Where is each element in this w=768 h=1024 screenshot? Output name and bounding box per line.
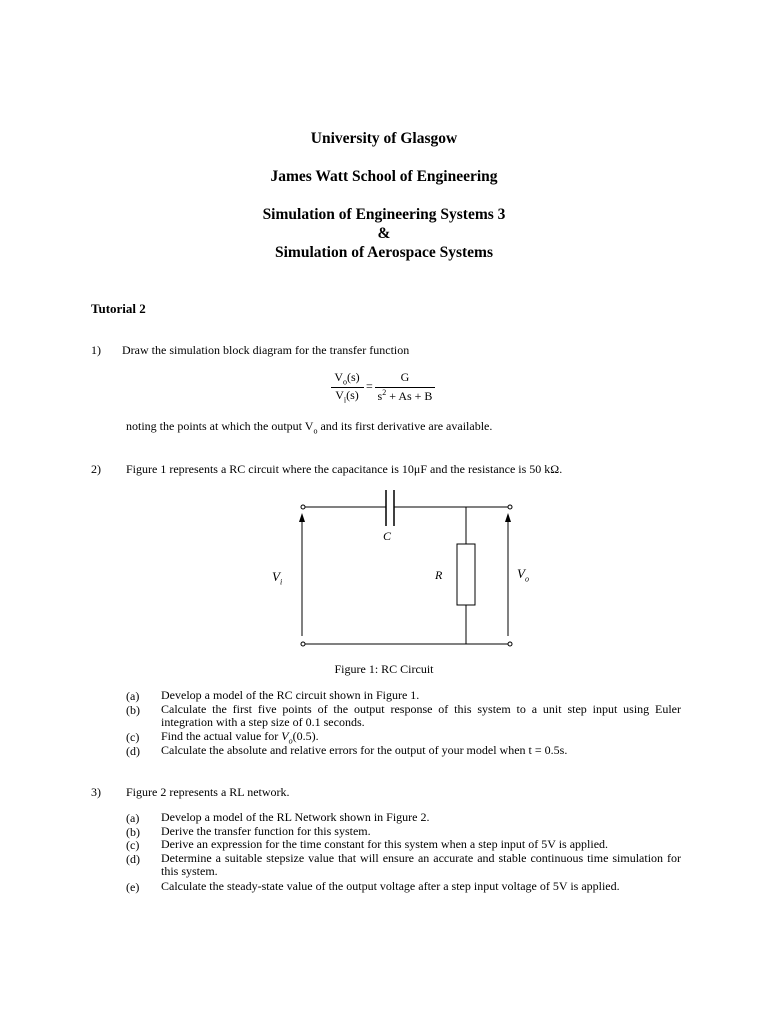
q3-part-e-text: Calculate the steady-state value of the output voltage after a step input voltage of 5V is applied. — [161, 879, 620, 893]
q2-part-c-label: (c) — [126, 730, 140, 744]
q2-number: 2) — [91, 462, 101, 476]
figure1-caption: Figure 1: RC Circuit — [334, 662, 434, 676]
terminal-bottom-right — [508, 642, 512, 646]
q3-part-a-label: (a) — [126, 811, 140, 825]
tutorial-title: Tutorial 2 — [91, 301, 146, 316]
q3-part-a-text: Develop a model of the RL Network shown in Figure 2. — [161, 810, 430, 824]
q2-part-a-text: Develop a model of the RC circuit shown in Figure 1. — [161, 688, 420, 702]
q2-text: Figure 1 represents a RC circuit where the capacitance is 10μF and the resistance is 50 kΩ. — [126, 462, 563, 476]
label-resistor: R — [435, 568, 443, 582]
terminal-top-left — [301, 505, 305, 509]
course-title-2: Simulation of Aerospace Systems — [274, 244, 493, 261]
eq-equals: = — [366, 379, 373, 393]
q3-part-c-label: (c) — [126, 838, 140, 852]
course-ampersand: & — [377, 225, 391, 242]
vi-arrow-head — [299, 513, 305, 522]
q1-text: Draw the simulation block diagram for the transfer function — [122, 343, 410, 357]
q3-number: 3) — [91, 785, 101, 799]
q3-part-d-text: Determine a suitable stepsize value that will ensure an accurate and stable continuous time simulation for this system. — [161, 851, 681, 878]
eq-lhs-numerator: $V_o(s)$ — [334, 370, 360, 387]
eq-rhs-denominator: $s^2 + As + B$ — [377, 388, 433, 403]
q3-text: Figure 2 represents a RL network. — [126, 785, 290, 799]
q2-part-d-label: (d) — [126, 744, 140, 758]
eq-lhs-denominator: $V_i(s)$ — [335, 388, 359, 405]
q2-part-b-text: Calculate the first five points of the output response of this system to a unit step input using Euler integration with a step size of 0.1 seconds. — [161, 702, 681, 729]
q2-part-c-text: Find the actual value for $V_o(0.5)$. — [161, 729, 319, 746]
q2-part-a-label: (a) — [126, 689, 140, 703]
label-capacitor: C — [383, 529, 392, 543]
vo-arrow-head — [505, 513, 511, 522]
school-title: James Watt School of Engineering — [270, 168, 498, 185]
label-vo: $V_o$ — [517, 566, 529, 584]
q3-part-b-label: (b) — [126, 825, 140, 839]
resistor-body — [457, 544, 475, 605]
q3-part-c-text: Derive an expression for the time constant for this system when a step input of 5V is applied. — [161, 837, 609, 851]
eq-rhs-numerator: G — [400, 370, 410, 384]
q1-note: noting the points at which the output $V_o$ and its first derivative are available. — [126, 419, 493, 436]
q2-part-d-text: Calculate the absolute and relative errors for the output of your model when t = 0.5s. — [161, 743, 568, 757]
q3-part-d-label: (d) — [126, 852, 140, 866]
q3-part-e-label: (e) — [126, 880, 140, 894]
terminal-top-right — [508, 505, 512, 509]
q2-part-b-label: (b) — [126, 703, 140, 717]
course-title-1: Simulation of Engineering Systems 3 — [262, 206, 506, 223]
university-title: University of Glasgow — [310, 130, 458, 147]
q1-number: 1) — [91, 343, 101, 357]
terminal-bottom-left — [301, 642, 305, 646]
label-vi: $V_i$ — [272, 569, 283, 587]
q3-part-b-text: Derive the transfer function for this system. — [161, 824, 371, 838]
